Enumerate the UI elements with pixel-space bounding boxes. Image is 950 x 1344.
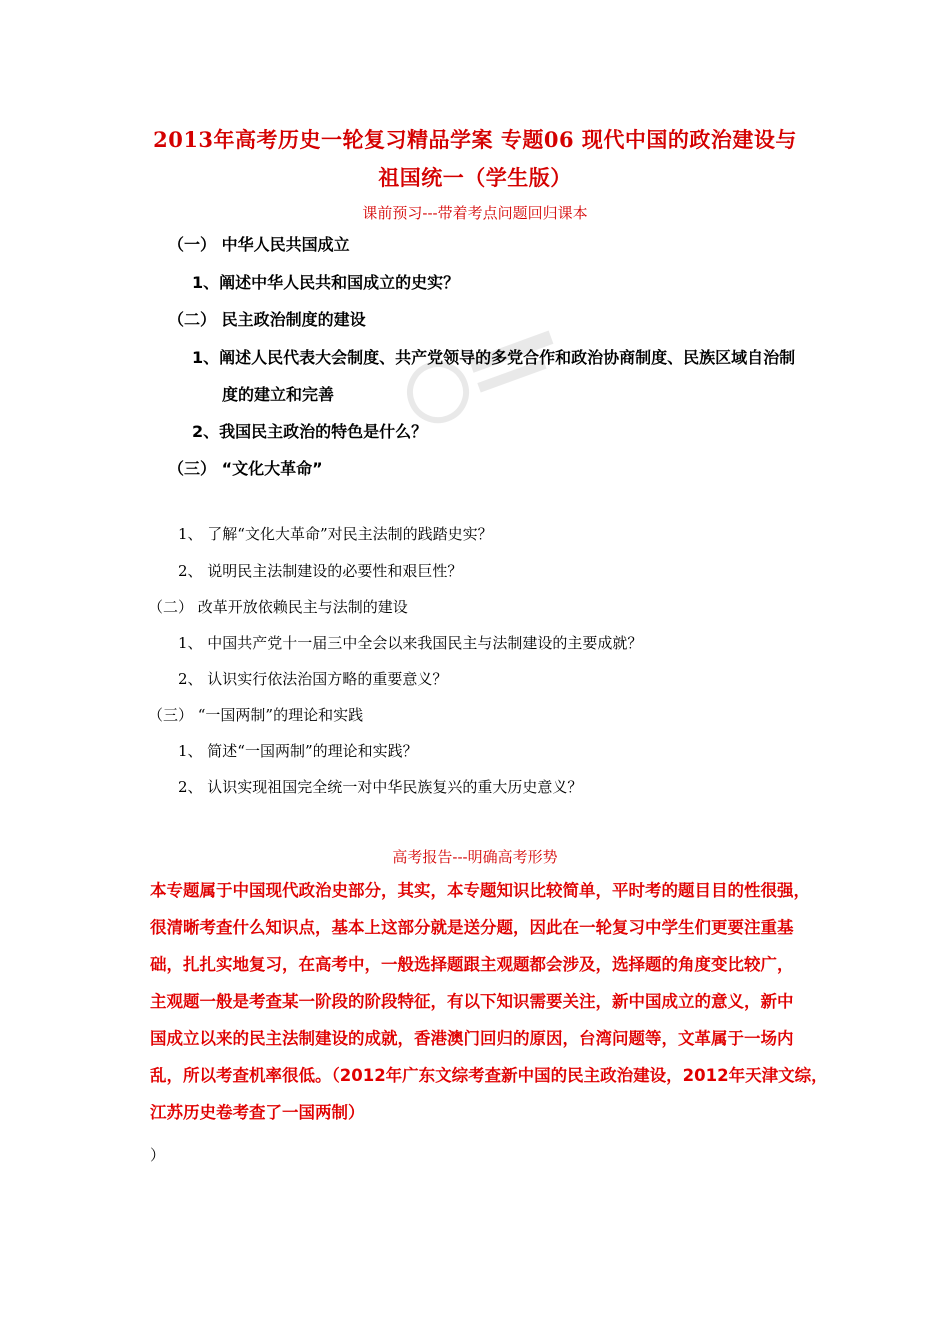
question-3-1: 1、 了解“文化大革命”对民主法制的践踏史实？ (178, 525, 493, 543)
question-2-1-cont: 度的建立和完善 (222, 385, 335, 404)
section-2-heading: （二） 民主政治制度的建设 (168, 310, 366, 329)
question-reform-1: 1、 中国共产党十一届三中全会以来我国民主与法制建设的主要成就？ (178, 634, 643, 652)
question-one-country-2: 2、 认识实现祖国完全统一对中华民族复兴的重大历史意义？ (178, 778, 583, 796)
section-reform-heading: （二） 改革开放依赖民主与法制的建设 (148, 598, 408, 616)
question-one-country-1: 1、 简述“一国两制”的理论和实践？ (178, 742, 418, 760)
document-title-line2: 祖国统一（学生版） (378, 165, 572, 190)
report-line: 很清晰考查什么知识点，基本上这部分就是送分题，因此在一轮复习中学生们更要注重基 (150, 918, 794, 937)
question-2-1: 1、阐述人民代表大会制度、共产党领导的多党合作和政治协商制度、民族区域自治制 (192, 348, 796, 367)
report-line: 础，扎扎实地复习，在高考中，一般选择题跟主观题都会涉及，选择题的角度变比较广， (150, 955, 794, 974)
question-1-1: 1、阐述中华人民共和国成立的史实？ (192, 273, 460, 292)
section-one-country-heading: （三） “一国两制”的理论和实践 (148, 706, 364, 724)
report-line: 江苏历史卷考查了一国两制） (150, 1103, 365, 1122)
report-paragraph (150, 872, 830, 1131)
report-line: 国成立以来的民主法制建设的成就，香港澳门回归的原因，台湾问题等，文革属于一场内 (150, 1029, 794, 1048)
question-2-2: 2、我国民主政治的特色是什么？ (192, 422, 428, 441)
document-title-line1: 2013年高考历史一轮复习精品学案 专题06 现代中国的政治建设与 (153, 127, 797, 152)
report-line: 本专题属于中国现代政治史部分，其实，本专题知识比较简单，平时考的题目目的性很强， (150, 881, 810, 900)
question-reform-2: 2、 认识实行依法治国方略的重要意义？ (178, 670, 448, 688)
preview-heading: 课前预习---带着考点问题回归课本 (362, 204, 588, 222)
trailing-parenthesis: ） (150, 1146, 166, 1164)
section-3-heading: （三） “文化大革命” (168, 459, 323, 478)
report-heading: 高考报告---明确高考形势 (392, 848, 558, 866)
report-line: 乱，所以考查机率很低。（2012年广东文综考查新中国的民主政治建设，2012年天津文综， (150, 1066, 828, 1085)
section-1-heading: （一） 中华人民共国成立 (168, 235, 350, 254)
question-3-2: 2、 说明民主法制建设的必要性和艰巨性？ (178, 562, 463, 580)
report-line: 主观题一般是考查某一阶段的阶段特征，有以下知识需要关注，新中国成立的意义，新中 (150, 992, 794, 1011)
